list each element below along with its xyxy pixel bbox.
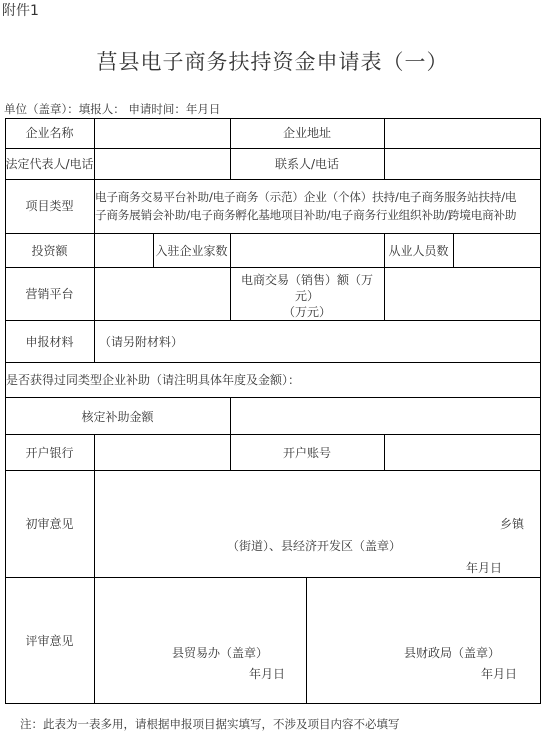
company-name-field[interactable] — [95, 119, 230, 148]
initial-review-date: 年月日 — [466, 561, 503, 575]
investment-label: 投资额 — [31, 244, 68, 258]
legal-rep-field[interactable] — [95, 149, 230, 179]
company-name-label: 企业名称 — [25, 126, 74, 140]
account-label: 开户账号 — [282, 446, 331, 460]
approved-amount-field[interactable] — [231, 398, 540, 434]
trade-office-seal: 县贸易办（盖章） — [172, 646, 269, 660]
ecommerce-amount-label-line1: 电商交易（销售）额（万 — [240, 273, 373, 287]
account-field[interactable] — [385, 435, 540, 470]
project-options-line1: 电子商务交易平台补助/电子商务（示范）企业（个体）扶持/电子商务服务站扶持/电 — [95, 190, 517, 204]
town-text: 乡镇 — [500, 517, 525, 531]
settled-companies-field[interactable] — [231, 234, 384, 267]
ecommerce-amount-unit: （万元） — [282, 305, 331, 319]
finance-date: 年月日 — [481, 667, 518, 681]
company-address-field[interactable] — [385, 119, 540, 148]
district-seal-text: （街道）、县经济开发区（盖章） — [227, 539, 402, 553]
footer-note: 注：此表为一表多用，请根据申报项目据实填写，不涉及项目内容不必填写 — [20, 717, 400, 731]
employees-label: 从业人员数 — [388, 244, 449, 258]
bank-field[interactable] — [95, 435, 230, 470]
company-address-label: 企业地址 — [282, 126, 331, 140]
contact-field[interactable] — [385, 149, 540, 179]
attachment-label: 附件1 — [2, 3, 39, 19]
initial-review-label: 初审意见 — [25, 517, 74, 531]
approved-amount-label: 核定补助金额 — [81, 410, 154, 424]
settled-companies-label: 入驻企业家数 — [155, 244, 228, 258]
project-options-line2: 子商务展销会补助/电子商务孵化基地项目补助/电子商务行业组织补助/跨境电商补助 — [95, 208, 517, 222]
form-title: 莒县电子商务扶持资金申请表（一） — [96, 50, 449, 74]
project-type-label: 项目类型 — [25, 199, 74, 213]
materials-label: 申报材料 — [25, 335, 74, 349]
evaluation-label: 评审意见 — [25, 634, 74, 648]
sales-platform-field[interactable] — [95, 268, 230, 320]
trade-office-date: 年月日 — [249, 667, 286, 681]
ecommerce-amount-label-line2: 元） — [294, 289, 319, 303]
bank-label: 开户银行 — [25, 446, 74, 460]
ecommerce-amount-field[interactable] — [385, 268, 540, 320]
investment-field[interactable] — [95, 234, 153, 267]
employees-field[interactable] — [454, 234, 540, 267]
meta-line: 单位（盖章）：填报人： 申请时间：年月日 — [4, 102, 221, 116]
sales-platform-label: 营销平台 — [25, 287, 74, 301]
materials-note: （请另附材料） — [99, 335, 184, 349]
legal-rep-label: 法定代表人/电话 — [5, 157, 94, 171]
prior-subsidy-label: 是否获得过同类型企业补助（请注明具体年度及金额）： — [6, 373, 301, 387]
contact-label: 联系人/电话 — [274, 157, 340, 171]
finance-seal: 县财政局（盖章） — [404, 646, 501, 660]
